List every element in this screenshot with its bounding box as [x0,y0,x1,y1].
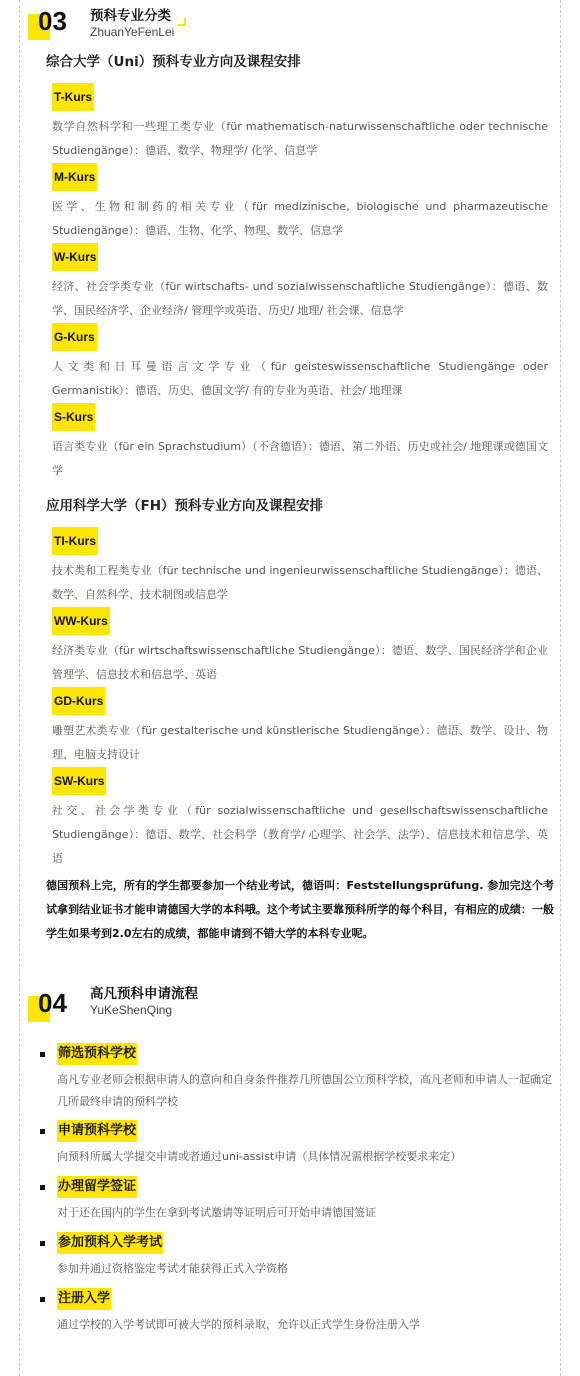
course-tag: M-Kurs [52,163,97,191]
step-description: 高凡专业老师会根据申请人的意向和自身条件推荐几所德国公立预科学校，高凡老师和申请人一起确定几所最终申请的预科学校 [57,1073,552,1108]
course-s-kurs [52,403,548,483]
section-03-header [28,4,328,50]
step-description: 通过学校的入学考试即可被大学的预科录取，允许以正式学生身份注册入学 [57,1318,420,1331]
bullet-icon [40,1129,45,1134]
course-tag: S-Kurs [52,403,95,431]
fh-heading: 应用科学大学（FH）预科专业方向及课程安排 [46,498,324,514]
step-title: 申请预科学校 [57,1120,137,1142]
course-tag: TI-Kurs [52,527,98,555]
step-description: 参加并通过资格鉴定考试才能获得正式入学资格 [57,1262,288,1275]
course-w-kurs [52,243,548,323]
course-g-kurs [52,323,548,403]
step-description: 向预科所属大学提交申请或者通过uni-assist申请（具体情况需根据学校要求来定） [57,1150,462,1163]
course-tag: T-Kurs [52,83,94,111]
course-description: 语言类专业（für ein Sprachstudium）（不含德语）：德语、第二外语、历史或社会/ 地理课或德国文学 [52,440,548,477]
step-title: 注册入学 [57,1288,111,1310]
course-tag: W-Kurs [52,243,98,271]
course-gd-kurs [52,687,548,767]
right-dashed-border [560,0,561,1376]
bullet-icon [40,1185,45,1190]
bullet-icon [40,1052,45,1057]
left-dashed-border [19,0,20,1376]
exam-note: 德国预科上完，所有的学生都要参加一个结业考试，德语叫：Feststellungsprüfung. 参加完这个考试拿到结业证书才能申请德国大学的本科哦。这个考试主要靠预科所学的每个科目，有相应的成绩：一般学生如果考到2.0左右的成绩，都能申请到不错大学的本科专业呢。 [46,879,554,940]
bullet-icon [40,1297,45,1302]
course-description: 经济、社会学类专业（für wirtschafts- und sozialwissenschaftliche Studiengänge）：德语、数学、国民经济学、企业经济/ 管理学或英语、历史/ 地理/ 社会课、信息学 [52,280,548,317]
course-description: 雕塑艺术类专业（für gestalterische und künstlerische Studiengänge）：德语、数学、设计、物理、电脑支持设计 [52,724,548,761]
section-subtitle: YuKeShenQing [90,1003,173,1017]
section-title: 高凡预科申请流程 [90,986,198,1002]
course-tag: SW-Kurs [52,767,106,795]
course-tag: G-Kurs [52,323,97,351]
course-m-kurs [52,163,548,243]
step-description: 对于还在国内的学生在拿到考试邀请等证明后可开始申请德国签证 [57,1206,376,1219]
uni-heading: 综合大学（Uni）预科专业方向及课程安排 [46,54,301,70]
section-title: 预科专业分类 [90,8,171,24]
course-description: 人文类和日耳曼语言文学专业（für geisteswissenschaftliche Studiengänge oder Germanistik）：德语、历史、德国文学/ 有的专业为英语、社会/ 地理课 [52,360,548,397]
step-title: 筛选预科学校 [57,1043,137,1065]
course-ti-kurs [52,527,548,607]
step-title: 办理留学签证 [57,1176,137,1198]
bullet-icon [40,1241,45,1246]
course-ww-kurs [52,607,548,687]
course-description: 数学自然科学和一些理工类专业（für mathematisch-naturwissenschaftliche oder technische Studiengänge）：德语、数学、物理学/ 化学、信息学 [52,120,548,157]
step-title: 参加预科入学考试 [57,1232,163,1254]
section-number: 04 [38,988,67,1018]
course-description: 经济类专业（für wirtschaftswissenschaftliche Studiengänge）：德语、数学、国民经济学和企业管理学、信息技术和信息学、英语 [52,644,548,681]
section-subtitle: ZhuanYeFenLei [90,25,175,39]
course-description: 技术类和工程类专业（für technische und ingenieurwissenschaftliche Studiengänge）：德语、数学、自然科学、技术制图或信息学 [52,564,548,601]
section-number: 03 [38,6,67,36]
course-tag: GD-Kurs [52,687,105,715]
course-description: 医学、生物和制药的相关专业（für medizinische, biologische und pharmazeutische Studiengänge）：德语、生物、化学、物理、数学、信息学 [52,200,548,237]
section-04-header [28,982,328,1028]
corner-accent-icon [178,18,186,26]
course-sw-kurs [52,767,548,871]
course-description: 社交、社会学类专业（für sozialwissenschaftliche und gesellschaftswissenschaftliche Studiengänge）：德语、数学、社会科学（教育学/ 心理学、社会学、法学）、信息技术和信息学、英语 [52,804,548,865]
course-tag: WW-Kurs [52,607,110,635]
course-t-kurs [52,83,548,163]
